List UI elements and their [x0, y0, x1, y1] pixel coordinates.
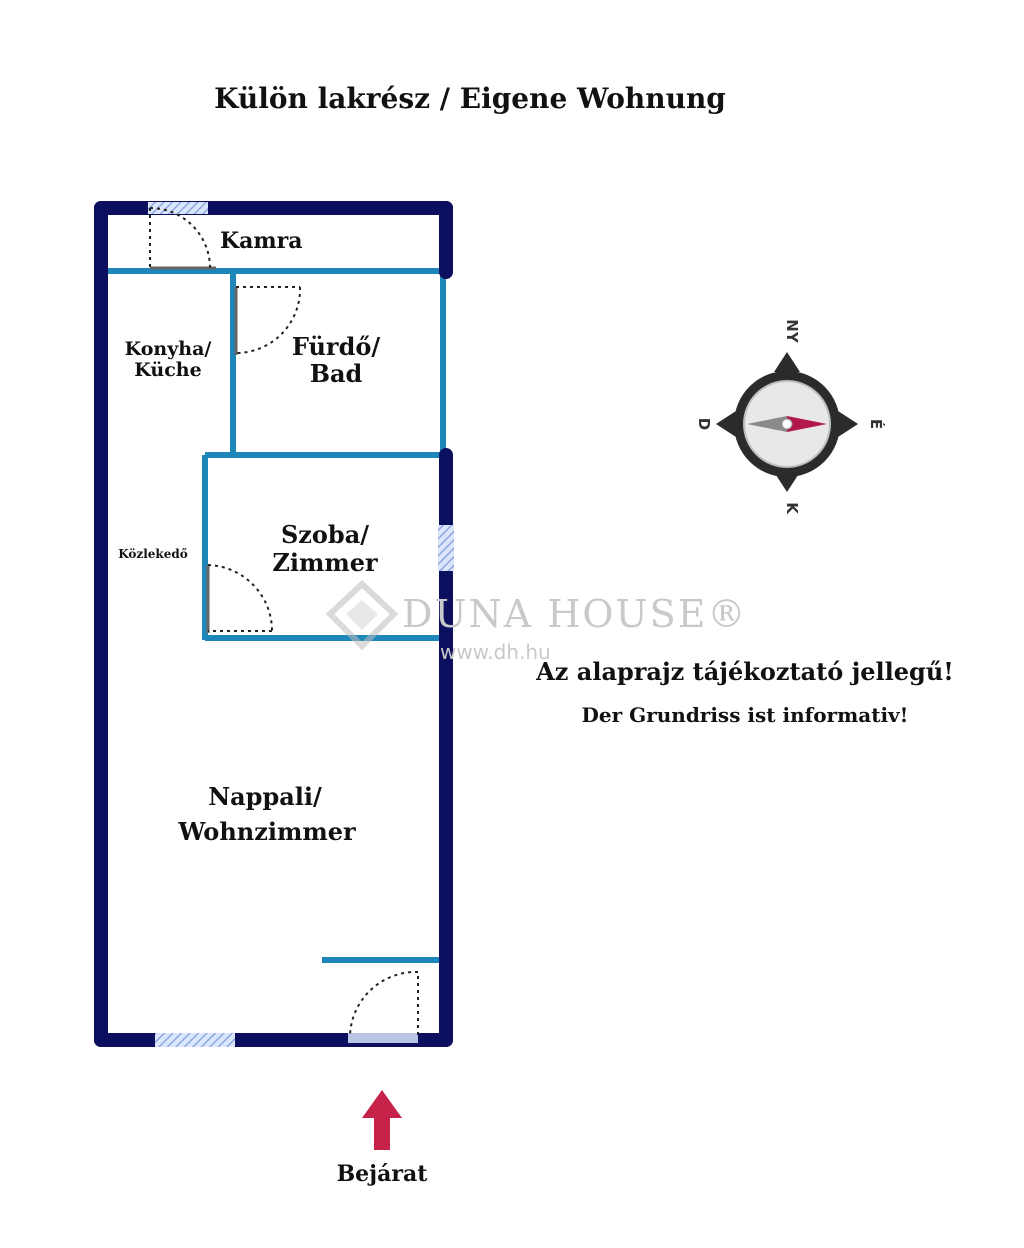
door-room — [208, 565, 272, 633]
disclaimer-hungarian: Az alaprajz tájékoztató jellegű! — [536, 657, 954, 686]
room-label-szoba: Szoba/ — [280, 520, 370, 549]
room-label-kamra: Kamra — [220, 228, 303, 254]
room-label-wohnzimmer: Wohnzimmer — [178, 817, 356, 846]
room-label-konyha: Konyha/ — [124, 338, 212, 360]
plan-title: Külön lakrész / Eigene Wohnung — [214, 82, 726, 115]
compass-label-west: D — [695, 417, 713, 431]
window-room — [438, 525, 454, 571]
watermark-url: www.dh.hu — [440, 640, 551, 664]
entrance-label: Bejárat — [336, 1161, 428, 1187]
door-kamra — [150, 208, 216, 268]
compass-label-south: K — [783, 502, 801, 514]
door-entrance — [350, 972, 418, 1035]
window-living — [155, 1033, 235, 1047]
compass-arrow-west — [716, 411, 736, 437]
disclaimer-german: Der Grundriss ist informativ! — [581, 703, 909, 727]
compass-arrow-east — [838, 411, 858, 437]
room-label-nappali: Nappali/ — [208, 782, 322, 811]
compass-label-north: NY — [783, 319, 801, 343]
outer-walls — [101, 208, 446, 1040]
room-label-furdo: Fürdő/ — [291, 332, 381, 361]
door-bath — [236, 287, 300, 355]
compass — [695, 319, 886, 515]
room-label-bad: Bad — [309, 359, 363, 388]
entrance-door-sill — [348, 1033, 418, 1043]
room-label-kozlekedo: Közlekedő — [118, 547, 188, 561]
watermark-name: DUNA HOUSE® — [402, 592, 748, 636]
compass-label-east: É — [867, 418, 885, 430]
entrance-arrow-icon — [362, 1090, 402, 1150]
compass-arrow-north — [774, 352, 800, 372]
room-label-kuche: Küche — [134, 359, 202, 381]
room-label-zimmer: Zimmer — [272, 548, 378, 577]
